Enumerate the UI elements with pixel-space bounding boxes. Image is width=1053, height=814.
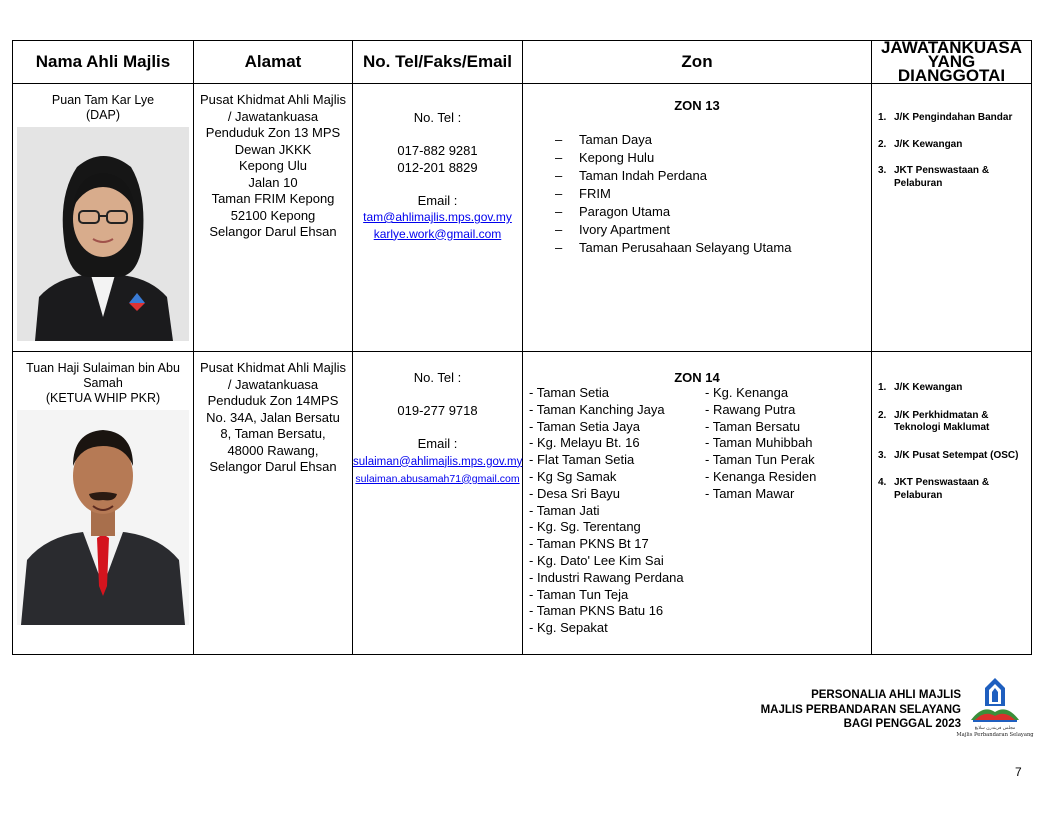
- email-link[interactable]: sulaiman.abusamah71@gmail.com: [355, 472, 520, 485]
- header-row: [13, 41, 1032, 84]
- list-item: 3. JKT Penswastaan & Pelaburan: [878, 165, 990, 189]
- phone-number: 012-201 8829: [397, 159, 478, 175]
- header-zon: Zon: [523, 41, 872, 84]
- list-item: - Flat Taman Setia: [529, 452, 635, 468]
- list-item: - Taman Tun Perak: [705, 452, 815, 468]
- zone-area-list: [523, 385, 871, 637]
- member-name: Tuan Haji Sulaiman bin Abu: [26, 361, 180, 375]
- member-name-cell: [13, 352, 194, 655]
- address-line: No. 34A, Jalan Bersatu: [206, 409, 340, 425]
- member-photo: [17, 410, 189, 625]
- phone-number: 019-277 9718: [397, 403, 478, 418]
- address-line: / Jawatankuasa: [227, 376, 319, 392]
- svg-text:Majlis Perbandaran Selayang: Majlis Perbandaran Selayang: [956, 732, 1034, 738]
- email-link[interactable]: karlye.work@gmail.com: [373, 226, 502, 241]
- member-party: (DAP): [85, 108, 121, 122]
- table-row: [13, 352, 1032, 655]
- email-label: Email :: [417, 436, 458, 451]
- footer-line: PERSONALIA AHLI MAJLIS: [811, 689, 961, 701]
- tel-label: No. Tel :: [413, 110, 462, 125]
- list-item: - Kg Sg Samak: [529, 468, 617, 484]
- council-members-table: [12, 40, 1032, 655]
- committee-list: [872, 352, 1031, 502]
- list-item: – Taman Indah Perdana: [555, 167, 871, 185]
- email-link[interactable]: sulaiman@ahlimajlis.mps.gov.my: [353, 455, 523, 468]
- list-item: - Taman Tun Teja: [529, 586, 629, 602]
- address-line: Taman FRIM Kepong: [211, 191, 335, 206]
- address-line: Penduduk Zon 13 MPS: [205, 125, 341, 140]
- member-name: Puan Tam Kar Lye: [51, 93, 155, 107]
- list-item: 1. J/K Pengindahan Bandar: [878, 112, 1013, 123]
- mps-crest-icon: [956, 676, 1034, 738]
- zone-title: ZON 13: [674, 98, 720, 113]
- list-item: - Kenanga Residen: [705, 468, 817, 484]
- header-name: Nama Ahli Majlis: [13, 41, 194, 84]
- list-item: - Rawang Putra: [705, 401, 796, 417]
- address-line: 48000 Rawang,: [227, 442, 319, 458]
- member-address: [194, 352, 352, 476]
- member-contact-cell: [353, 84, 523, 352]
- member-committee-cell: [872, 84, 1032, 352]
- email-label: Email :: [417, 192, 458, 208]
- committee-list: [872, 84, 1031, 190]
- list-item: - Kg. Kenanga: [705, 385, 789, 400]
- footer-line: MAJLIS PERBANDARAN SELAYANG: [760, 703, 961, 716]
- address-line: Jalan 10: [248, 174, 298, 190]
- member-name-cell: [13, 84, 194, 352]
- list-item: - Taman Muhibbah: [705, 435, 813, 451]
- member-address-cell: [194, 84, 353, 352]
- header-alamat: Alamat: [194, 41, 353, 84]
- member-name: Samah: [83, 376, 123, 390]
- member-zone-cell: [523, 352, 872, 655]
- address-line: Pusat Khidmat Ahli Majlis: [200, 360, 346, 375]
- address-line: Pusat Khidmat Ahli Majlis: [200, 92, 346, 107]
- list-item: 1. J/K Kewangan: [878, 382, 963, 393]
- email-link[interactable]: tam@ahlimajlis.mps.gov.my: [363, 210, 512, 224]
- list-item: – Taman Daya: [555, 131, 871, 149]
- table-row: [13, 84, 1032, 352]
- list-item: 4. JKT Penswastaan & Pelaburan: [878, 477, 990, 501]
- list-item: - Kg. Dato' Lee Kim Sai: [529, 552, 664, 568]
- list-item: 2. J/K Kewangan: [878, 138, 963, 150]
- list-item: – Taman Perusahaan Selayang Utama: [555, 239, 871, 257]
- address-line: 8, Taman Bersatu,: [220, 426, 326, 441]
- tel-label: No. Tel :: [413, 370, 462, 385]
- member-photo: [17, 127, 189, 341]
- list-item: – Paragon Utama: [555, 203, 871, 221]
- svg-text:مجلس فربندرن سلايڠ: مجلس فربندرن سلايڠ: [974, 726, 1016, 731]
- list-item: - Desa Sri Bayu: [529, 485, 621, 501]
- list-item: - Taman Kanching Jaya: [529, 401, 665, 417]
- list-item: – Kepong Hulu: [555, 149, 871, 167]
- list-item: – Ivory Apartment: [555, 221, 871, 239]
- list-item: 2. J/K Perkhidmatan & Teknologi Maklumat: [878, 409, 990, 433]
- member-address: [194, 84, 352, 241]
- list-item: - Taman PKNS Batu 16: [529, 603, 664, 619]
- header-tel: No. Tel/Faks/Email: [353, 41, 523, 84]
- address-line: Penduduk Zon 14MPS: [207, 393, 339, 408]
- address-line: Selangor Darul Ehsan: [209, 224, 337, 239]
- member-zone-cell: [523, 84, 872, 352]
- list-item: - Taman Bersatu: [705, 418, 801, 434]
- list-item: - Taman Setia Jaya: [529, 418, 641, 434]
- zone-title: ZON 14: [674, 370, 720, 385]
- list-item: - Kg. Sepakat: [529, 620, 608, 636]
- member-address-cell: [194, 352, 353, 655]
- list-item: - Kg. Sg. Terentang: [529, 519, 641, 535]
- member-committee-cell: [872, 352, 1032, 655]
- member-party: (KETUA WHIP PKR): [45, 391, 161, 405]
- list-item: – FRIM: [555, 185, 871, 203]
- address-line: Dewan JKKK: [234, 141, 312, 157]
- address-line: Kepong Ulu: [239, 158, 307, 173]
- list-item: - Industri Rawang Perdana: [529, 569, 684, 585]
- address-line: / Jawatankuasa: [227, 108, 319, 124]
- document-footer: [761, 688, 961, 732]
- list-item: - Kg. Melayu Bt. 16: [529, 435, 640, 451]
- list-item: - Taman Jati: [529, 502, 600, 518]
- list-item: - Taman Setia: [529, 385, 609, 400]
- header-jawatan: JAWATANKUASA YANG DIANGGOTAI: [872, 41, 1032, 84]
- zone-area-list: [523, 131, 871, 257]
- footer-line: BAGI PENGGAL 2023: [843, 718, 961, 730]
- address-line: 52100 Kepong: [230, 207, 316, 223]
- list-item: 3. J/K Pusat Setempat (OSC): [878, 449, 1019, 461]
- member-contact-cell: [353, 352, 523, 655]
- address-line: Selangor Darul Ehsan: [209, 459, 337, 474]
- page-number: 7: [1015, 765, 1022, 779]
- phone-number: 017-882 9281: [397, 143, 478, 158]
- list-item: - Taman Mawar: [705, 485, 795, 501]
- list-item: - Taman PKNS Bt 17: [529, 536, 649, 552]
